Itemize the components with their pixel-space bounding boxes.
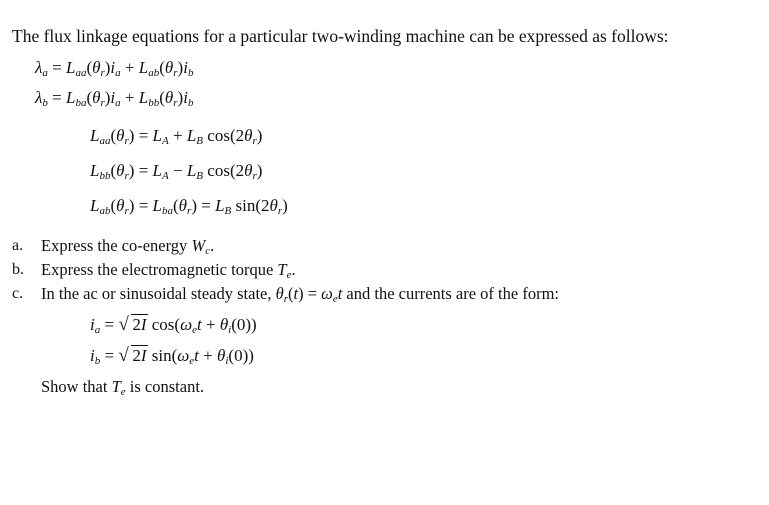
equation-lab: $L_{ab}(\theta_r) = L_{ba}(\theta_r) = L_B$ $\sin(2\theta_r)$ [90, 196, 288, 217]
equation-ib: $i_b$ = √ 2I $\sin(\omega_et + \theta_i(0))$ [90, 346, 254, 367]
item-a-text: Express the co-energy $W_c$. [41, 236, 215, 257]
problem-intro: The flux linkage equations for a particular two-winding machine can be expressed as follows: [12, 26, 669, 46]
equation-lambda-a: $\lambda_a = L_{aa}(\theta_r)i_a + L_{ab}(\theta_r)i_b$ [35, 58, 194, 79]
item-c-text: In the ac or sinusoidal steady state, $\theta_r(t) = \omega_et$ and the currents are of the form: [41, 284, 559, 305]
item-a-letter: a. [12, 237, 24, 254]
conclusion-text: Show that $T_e$ is constant. [41, 377, 205, 398]
equation-laa: $L_{aa}(\theta_r) = L_A + L_B$ $\cos(2\theta_r)$ [90, 126, 263, 147]
equation-lambda-b: $\lambda_b = L_{ba}(\theta_r)i_a + L_{bb}(\theta_r)i_b$ [35, 88, 194, 109]
equation-lbb: $L_{bb}(\theta_r) = L_A - L_B$ $\cos(2\theta_r)$ [90, 161, 263, 182]
item-c-letter: c. [12, 285, 24, 302]
item-b-letter: b. [12, 261, 24, 278]
item-b-text: Express the electromagnetic torque $T_e$. [41, 260, 296, 281]
equation-ia: $i_a$ = √ 2I $\cos(\omega_et + \theta_i(0))$ [90, 315, 257, 336]
